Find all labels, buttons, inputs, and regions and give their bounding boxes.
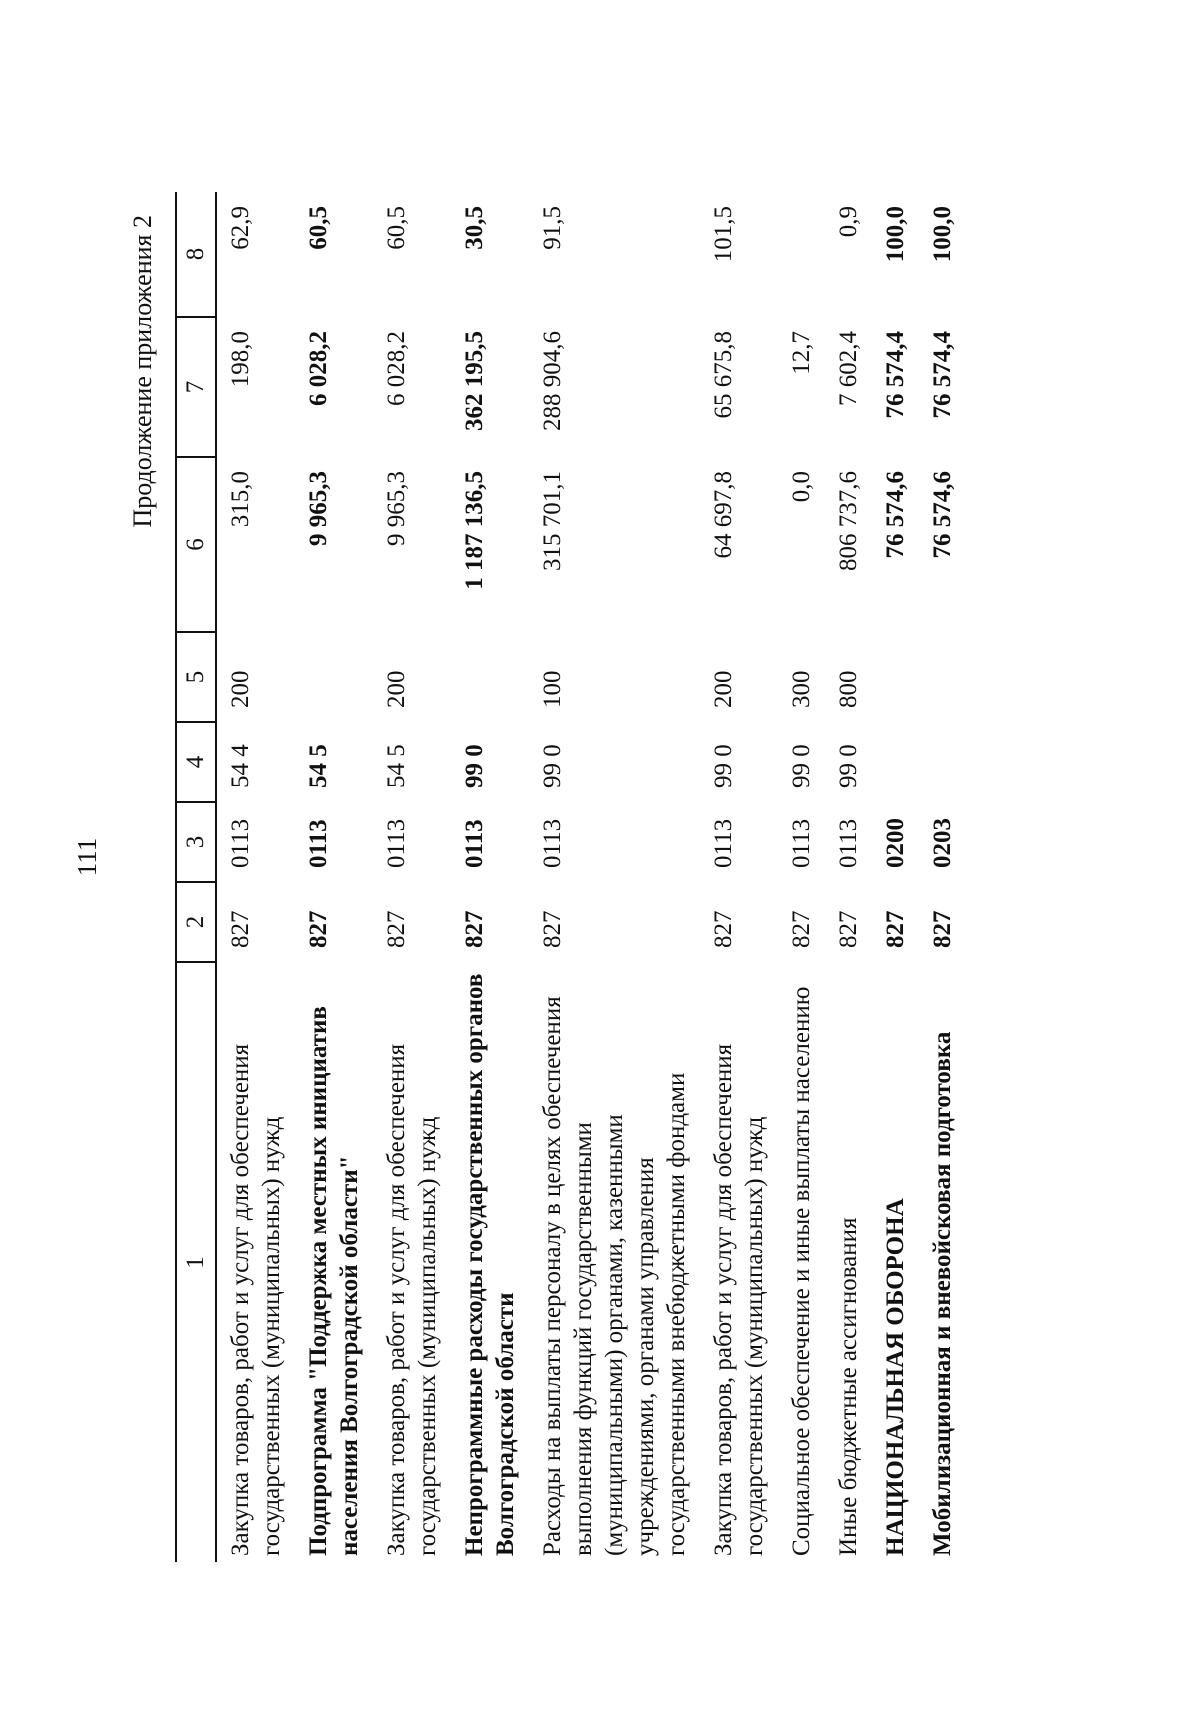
cell-planned: 806 737,6 — [835, 471, 862, 571]
cell-expense-type — [872, 632, 919, 722]
cell-percent — [778, 192, 825, 317]
cell-percent: 60,5 — [305, 206, 332, 250]
cell-ministry: 827 — [305, 910, 332, 948]
cell-ministry: 827 — [461, 910, 488, 948]
cell-planned: 64 697,8 — [710, 471, 737, 559]
cell-ministry: 827 — [882, 910, 909, 948]
cell-planned: 315 701,1 — [539, 471, 566, 571]
table-row — [373, 192, 451, 1562]
budget-table — [175, 192, 966, 1562]
col-header: 4 — [176, 722, 216, 802]
table-row — [778, 192, 825, 1562]
cell-expense-type: 200 — [710, 670, 737, 708]
table-row — [825, 192, 872, 1562]
cell-section: 0203 — [929, 818, 956, 868]
cell-section: 0200 — [882, 818, 909, 868]
table-row — [529, 192, 700, 1562]
cell-program: 54 5 — [383, 744, 410, 788]
row-name: НАЦИОНАЛЬНАЯ ОБОРОНА — [882, 1198, 909, 1556]
cell-actual: 7 602,4 — [835, 331, 862, 406]
cell-planned: 76 574,6 — [882, 471, 909, 559]
cell-program: 54 5 — [305, 744, 332, 788]
row-name: Закупка товаров, работ и услуг для обеспечения государственных (муниципальных) нужд — [227, 1043, 285, 1556]
cell-section: 0113 — [383, 818, 410, 868]
cell-actual: 362 195,5 — [461, 331, 488, 431]
cell-section: 0113 — [835, 818, 862, 868]
cell-program: 99 0 — [835, 744, 862, 788]
cell-ministry: 827 — [710, 910, 737, 948]
cell-ministry: 827 — [929, 910, 956, 948]
cell-expense-type — [295, 632, 373, 722]
table-row — [295, 192, 373, 1562]
cell-percent: 60,5 — [383, 206, 410, 250]
cell-percent: 100,0 — [882, 206, 909, 263]
table-row — [216, 192, 295, 1562]
cell-planned: 9 965,3 — [305, 471, 332, 546]
cell-ministry: 827 — [835, 910, 862, 948]
cell-actual: 288 904,6 — [539, 331, 566, 431]
header-row — [176, 192, 216, 1562]
cell-expense-type: 100 — [539, 670, 566, 708]
cell-percent: 0,9 — [835, 206, 862, 238]
cell-section: 0113 — [710, 818, 737, 868]
cell-planned: 0,0 — [788, 471, 815, 503]
cell-expense-type: 300 — [788, 670, 815, 708]
cell-program: 99 0 — [539, 744, 566, 788]
cell-expense-type: 800 — [835, 670, 862, 708]
cell-section: 0113 — [539, 818, 566, 868]
cell-expense-type: 200 — [227, 670, 254, 708]
cell-planned: 1 187 136,5 — [461, 471, 488, 590]
cell-program — [919, 722, 966, 802]
cell-ministry: 827 — [788, 910, 815, 948]
cell-expense-type: 200 — [383, 670, 410, 708]
cell-program: 99 0 — [788, 744, 815, 788]
continuation-label: Продолжение приложения 2 — [128, 215, 157, 528]
cell-actual: 198,0 — [227, 331, 254, 388]
col-header: 2 — [176, 882, 216, 962]
cell-percent: 91,5 — [539, 206, 566, 250]
row-name: Закупка товаров, работ и услуг для обеспечения государственных (муниципальных) нужд — [710, 1043, 768, 1556]
cell-percent: 101,5 — [710, 206, 737, 263]
cell-program: 99 0 — [461, 744, 488, 788]
row-name: Мобилизационная и вневойсковая подготовка — [929, 1031, 956, 1556]
cell-actual: 12,7 — [788, 331, 815, 375]
cell-actual: 6 028,2 — [305, 331, 332, 406]
table-row — [872, 192, 919, 1562]
col-header: 8 — [176, 192, 216, 317]
cell-ministry: 827 — [539, 910, 566, 948]
cell-section: 0113 — [305, 819, 332, 868]
cell-planned: 315,0 — [227, 471, 254, 528]
col-header: 1 — [176, 962, 216, 1562]
cell-actual: 76 574,4 — [882, 331, 909, 419]
col-header: 6 — [176, 457, 216, 632]
cell-actual: 76 574,4 — [929, 331, 956, 419]
cell-section: 0113 — [227, 818, 254, 868]
cell-percent: 100,0 — [929, 206, 956, 263]
table-row — [919, 192, 966, 1562]
col-header: 7 — [176, 317, 216, 457]
row-name: Подпрограмма "Поддержка местных инициатив населения Волгоградской области" — [305, 1006, 363, 1556]
row-name: Закупка товаров, работ и услуг для обеспечения государственных (муниципальных) нужд — [383, 1043, 441, 1556]
cell-program: 54 4 — [227, 744, 254, 788]
cell-section: 0113 — [461, 819, 488, 868]
row-name: Иные бюджетные ассигнования — [835, 1217, 862, 1556]
cell-ministry: 827 — [383, 910, 410, 948]
cell-ministry: 827 — [227, 910, 254, 948]
col-header: 3 — [176, 802, 216, 882]
table-row — [700, 192, 778, 1562]
cell-actual: 65 675,8 — [710, 331, 737, 419]
col-header: 5 — [176, 632, 216, 722]
cell-actual: 6 028,2 — [383, 331, 410, 406]
row-name: Непрограммные расходы государственных органов Волгоградской области — [461, 973, 519, 1556]
table-row — [451, 192, 529, 1562]
cell-percent: 62,9 — [227, 206, 254, 250]
cell-percent: 30,5 — [461, 206, 488, 250]
cell-planned: 76 574,6 — [929, 471, 956, 559]
cell-expense-type — [451, 632, 529, 722]
cell-expense-type — [919, 632, 966, 722]
cell-section: 0113 — [788, 818, 815, 868]
row-name: Социальное обеспечение и иные выплаты населению — [788, 986, 815, 1556]
cell-program — [872, 722, 919, 802]
cell-program: 99 0 — [710, 744, 737, 788]
page-number: 111 — [72, 837, 102, 877]
row-name: Расходы на выплаты персоналу в целях обеспечения выполнения функций государственными (муниципальными) органами, казенными учреждениями, органами управления государственными внебюджетными фондами — [539, 996, 690, 1556]
cell-planned: 9 965,3 — [383, 471, 410, 546]
